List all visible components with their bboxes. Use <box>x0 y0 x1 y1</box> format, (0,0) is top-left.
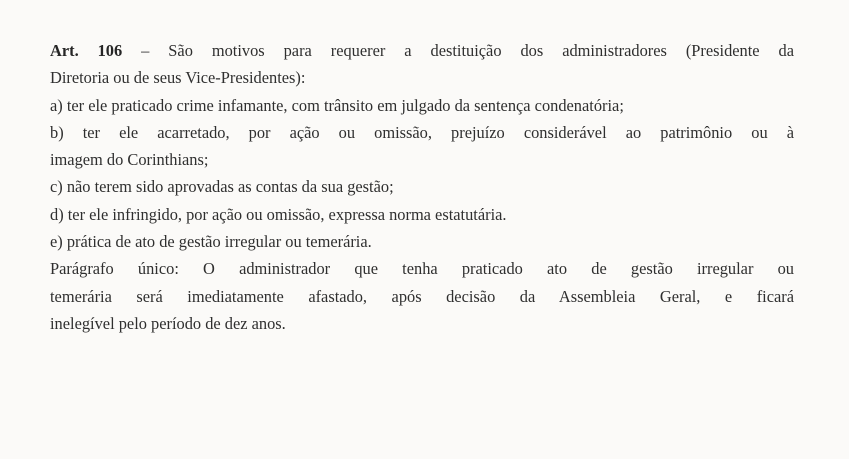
paragraph-line-2: temerária será imediatamente afastado, após decisão da Assembleia Geral, e ficará <box>50 286 794 306</box>
document-page <box>50 37 794 337</box>
article-intro-text: – São motivos para requerer a destituição dos administradores (Presidente da <box>122 41 794 60</box>
article-heading-line-1 <box>50 37 794 64</box>
item-d: d) ter ele infringido, por ação ou omissão, expressa norma estatutária. <box>50 204 507 224</box>
paragraph-line-1: Parágrafo único: O administrador que tenha praticado ato de gestão irregular ou <box>50 259 794 279</box>
item-a: a) ter ele praticado crime infamante, com trânsito em julgado da sentença condenatória; <box>50 95 624 115</box>
article-number: Art. 106 <box>50 41 123 60</box>
paragraph-line-3: inelegível pelo período de dez anos. <box>50 313 286 333</box>
item-b-line-1: b) ter ele acarretado, por ação ou omissão, prejuízo considerável ao patrimônio ou à <box>50 122 794 142</box>
item-c: c) não terem sido aprovadas as contas da sua gestão; <box>50 177 394 197</box>
article-heading-line-2: Diretoria ou de seus Vice-Presidentes): <box>50 68 306 88</box>
item-e: e) prática de ato de gestão irregular ou temerária. <box>50 232 372 252</box>
item-b-line-2: imagem do Corinthians; <box>50 150 209 170</box>
